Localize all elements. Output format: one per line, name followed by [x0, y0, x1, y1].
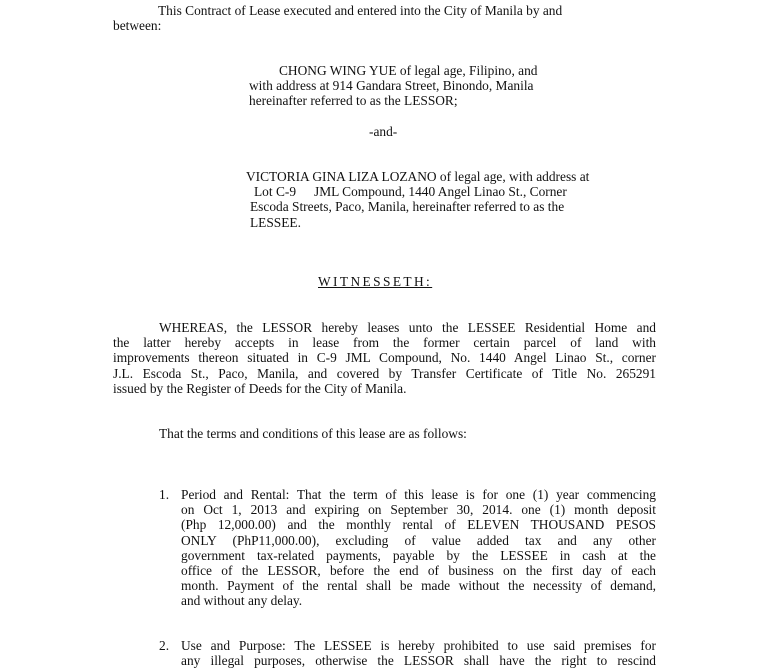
whereas-line-4: J.L. Escoda St., Paco, Manila, and covered by Transfer Certificate of Title No. 265291	[113, 365, 656, 381]
whereas-line-2: the latter hereby accepts in lease from the former certain parcel of land with	[113, 335, 656, 351]
whereas-line-1: WHEREAS, the LESSOR hereby leases unto the LESSEE Residential Home and	[159, 320, 656, 335]
clause-line: Use and Purpose: The LESSEE is hereby prohibited to use said premises for	[181, 638, 656, 653]
lessee-address: JML Compound, 1440 Angel Linao St., Corner	[314, 184, 567, 200]
clause-line: (Php 12,000.00) and the monthly rental of ELEVEN THOUSAND PESOS	[181, 517, 656, 533]
clause-body	[181, 487, 656, 609]
clause-line: month. Payment of the rental shall be made without the necessity of demand,	[181, 578, 656, 594]
clause-line: office of the LESSOR, before the end of business on the first day of each	[181, 563, 656, 579]
clause-line: and without any delay.	[181, 593, 303, 609]
clause-line: ONLY (PhP11,000.00), excluding of value added tax and any other	[181, 532, 656, 548]
whereas-line-5: issued by the Register of Deeds for the City of Manila.	[113, 380, 407, 396]
lessor-line-2: with address at 914 Gandara Street, Binondo, Manila	[249, 78, 534, 94]
intro-line-1: This Contract of Lease executed and entered into the City of Manila by and	[158, 3, 563, 18]
intro-line-2: between:	[113, 18, 162, 34]
terms-intro: That the terms and conditions of this lease are as follows:	[159, 426, 467, 441]
lessee-lot: Lot C-9	[254, 184, 297, 200]
lessor-block	[249, 63, 609, 109]
clause-number: 1.	[159, 487, 170, 502]
witnesseth-heading: WITNESSETH:	[318, 274, 433, 289]
lessor-line-1: CHONG WING YUE of legal age, Filipino, and	[279, 63, 538, 78]
lessee-line-1: VICTORIA GINA LIZA LOZANO of legal age, with address at	[246, 169, 590, 184]
clause-line: Period and Rental: That the term of this lease is for one (1) year commencing	[181, 487, 656, 502]
clause-body	[181, 638, 656, 668]
lessee-block	[246, 169, 646, 230]
whereas-paragraph	[113, 320, 656, 396]
clause-line: government tax-related payments, payable by the LESSEE in cash at the	[181, 547, 656, 563]
whereas-line-3: improvements thereon situated in C-9 JML Compound, No. 1440 Angel Linao St., corner	[113, 350, 656, 366]
clause-item	[159, 487, 656, 609]
lessor-line-3: hereinafter referred to as the LESSOR;	[249, 93, 458, 109]
clause-line: on Oct 1, 2013 and expiring on September 30, 2014. one (1) month deposit	[181, 502, 656, 518]
clause-line: any illegal purposes, otherwise the LESSOR shall have the right to rescind	[181, 653, 656, 668]
lessee-line-3: Escoda Streets, Paco, Manila, hereinafter referred to as the	[250, 199, 565, 215]
lessee-line-2	[246, 184, 646, 199]
contract-intro	[113, 3, 658, 33]
clause-item	[159, 638, 656, 668]
lessee-line-4: LESSEE.	[250, 214, 301, 230]
party-separator: -and-	[369, 124, 398, 139]
clause-number: 2.	[159, 638, 170, 653]
